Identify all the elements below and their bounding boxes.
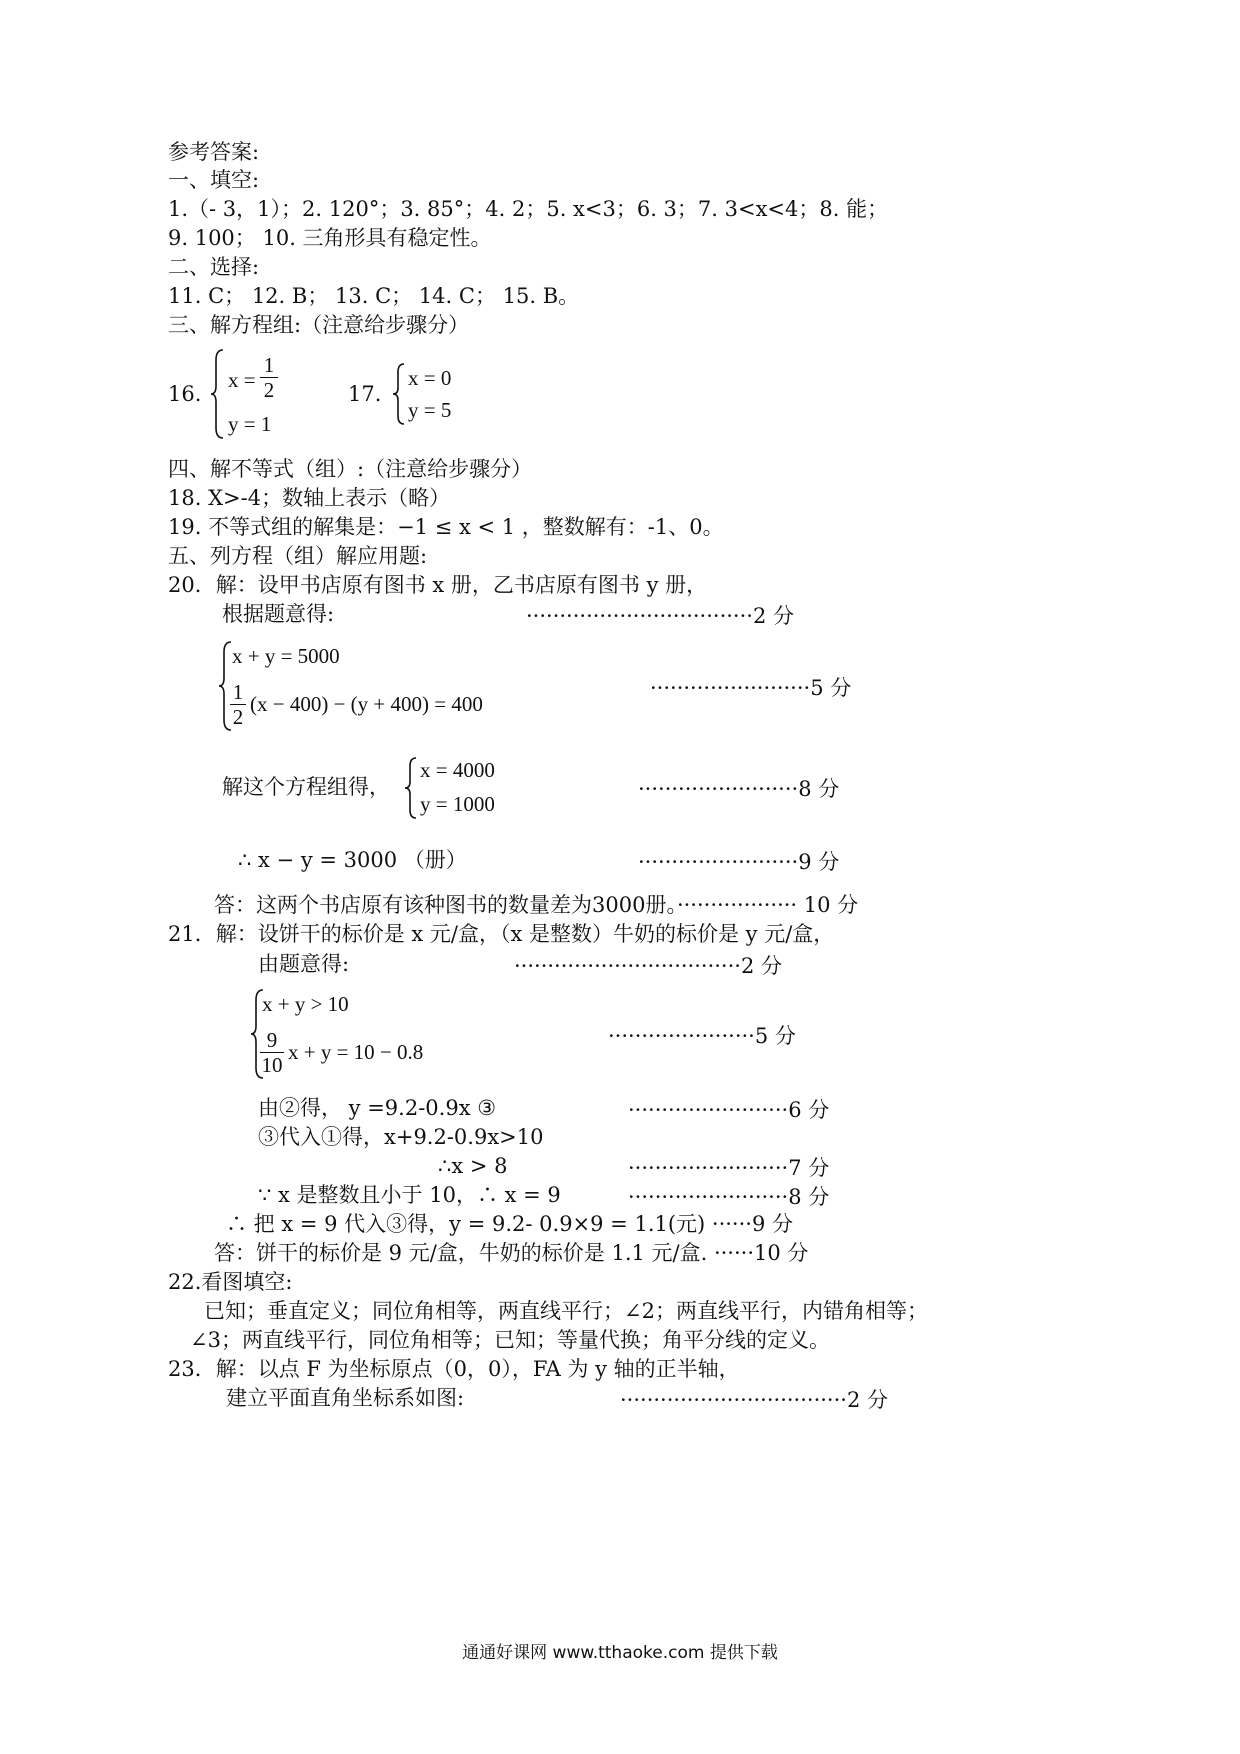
q20-score-9: ························9 分 (638, 850, 840, 874)
q17-number: 17. (348, 382, 382, 406)
q21-eq2: x + y = 10 − 0.8 (288, 1040, 424, 1064)
q16-number: 16. (168, 382, 202, 406)
q17-eq2: y = 5 (408, 398, 452, 422)
brace-icon (392, 362, 406, 426)
q16-system (210, 348, 330, 440)
section-fill-blank: 一、填空: (168, 168, 260, 192)
fill-answers-line-2: 9. 100； 10. 三角形具有稳定性。 (168, 226, 492, 250)
q20-solution (404, 756, 524, 820)
q20-sol-x: x = 4000 (420, 758, 495, 782)
q20-eq1: x + y = 5000 (232, 644, 340, 668)
q22-answer-line-2: ∠3；两直线平行，同位角相等；已知；等量代换；角平分线的定义。 (190, 1328, 830, 1352)
q21-step-9: ∴ 把 x = 9 代入③得，y = 9.2- 0.9×9 = 1.1(元) ······9 分 (226, 1212, 793, 1236)
q23-coordinate: 建立平面直角坐标系如图: (226, 1386, 465, 1410)
brace-icon (404, 756, 418, 820)
q20-answer: 答：这两个书店原有该种图书的数量差为3000册。·················· 10 分 (214, 893, 859, 917)
answer-18: 18. X>-4；数轴上表示（略） (168, 486, 451, 510)
q20-system (218, 640, 518, 732)
q20-sol-y: y = 1000 (420, 792, 495, 816)
q22-answer-line-1: 已知；垂直定义；同位角相等，两直线平行；∠2；两直线平行，内错角相等； (204, 1299, 928, 1323)
q21-score-2: ··································2 分 (514, 954, 782, 978)
q20-setup: 20．解：设甲书店原有图书 x 册，乙书店原有图书 y 册， (168, 573, 708, 597)
q20-denominator: 2 (232, 705, 244, 729)
q16-eq1-lhs: x = (228, 368, 256, 392)
q16-denominator: 2 (263, 378, 275, 402)
fill-answers-line-1: 1.（- 3，1）；2. 120°；3. 85°；4. 2；5. x<3；6. 3；7. 3<x<4；8. 能； (168, 197, 889, 221)
choice-answers: 11. C； 12. B； 13. C； 14. C； 15. B。 (168, 284, 580, 308)
answer-title: 参考答案: (168, 140, 260, 164)
answer-19: 19. 不等式组的解集是：−1 ≤ x < 1 ，整数解有：-1、0。 (168, 515, 724, 539)
q21-eq1: x + y > 10 (262, 992, 349, 1016)
q17-system (392, 362, 492, 426)
q21-score-8: ························8 分 (628, 1185, 830, 1209)
q21-step-7a: ③代入①得，x+9.2-0.9x>10 (258, 1125, 544, 1149)
q21-step-6: 由②得， y =9.2-0.9x ③ (258, 1096, 497, 1120)
q21-score-6: ························6 分 (628, 1098, 830, 1122)
q21-step-7b: ∴x > 8 (438, 1154, 508, 1178)
q20-score-8: ························8 分 (638, 777, 840, 801)
q21-setup: 21．解：设饼干的标价是 x 元/盒，（x 是整数）牛奶的标价是 y 元/盒， (168, 922, 835, 946)
footer-source: 通通好课网 www.tthaoke.com 提供下载 (462, 1643, 778, 1663)
q23-setup: 23．解：以点 F 为坐标原点（0，0），FA 为 y 轴的正半轴， (168, 1357, 740, 1381)
q21-fraction (260, 1028, 284, 1077)
q20-fraction (230, 680, 246, 729)
brace-icon (210, 348, 226, 440)
q20-numerator: 1 (232, 680, 244, 704)
q20-eq2: (x − 400) − (y + 400) = 400 (250, 692, 483, 716)
q16-eq2: y = 1 (228, 412, 272, 436)
section-word-problems: 五、列方程（组）解应用题: (168, 544, 428, 568)
q16-numerator: 1 (263, 353, 275, 377)
q23-score-2: ··································2 分 (620, 1388, 888, 1412)
q20-score-5: ························5 分 (650, 676, 852, 700)
q21-score-7: ························7 分 (628, 1156, 830, 1180)
q21-given: 由题意得: (258, 952, 350, 976)
q22-title: 22.看图填空: (168, 1270, 293, 1294)
q21-answer: 答：饼干的标价是 9 元/盒，牛奶的标价是 1.1 元/盒. ······10 分 (214, 1241, 809, 1265)
q21-numerator: 9 (266, 1028, 278, 1052)
section-inequality: 四、解不等式（组）:（注意给步骤分） (168, 457, 533, 481)
q21-denominator: 10 (261, 1053, 283, 1077)
q20-given: 根据题意得: (222, 602, 335, 626)
q17-eq1: x = 0 (408, 366, 452, 390)
section-choice: 二、选择: (168, 255, 260, 279)
q20-solve-label: 解这个方程组得， (222, 775, 390, 799)
section-equations: 三、解方程组:（注意给步骤分） (168, 313, 470, 337)
q21-step-8: ∵ x 是整数且小于 10，∴ x = 9 (258, 1183, 561, 1207)
q21-system (250, 988, 470, 1080)
q16-fraction (260, 353, 278, 402)
q21-score-5: ······················5 分 (608, 1024, 796, 1048)
q20-therefore: ∴ x − y = 3000 （册） (238, 848, 467, 872)
q20-score-2: ··································2 分 (526, 604, 794, 628)
